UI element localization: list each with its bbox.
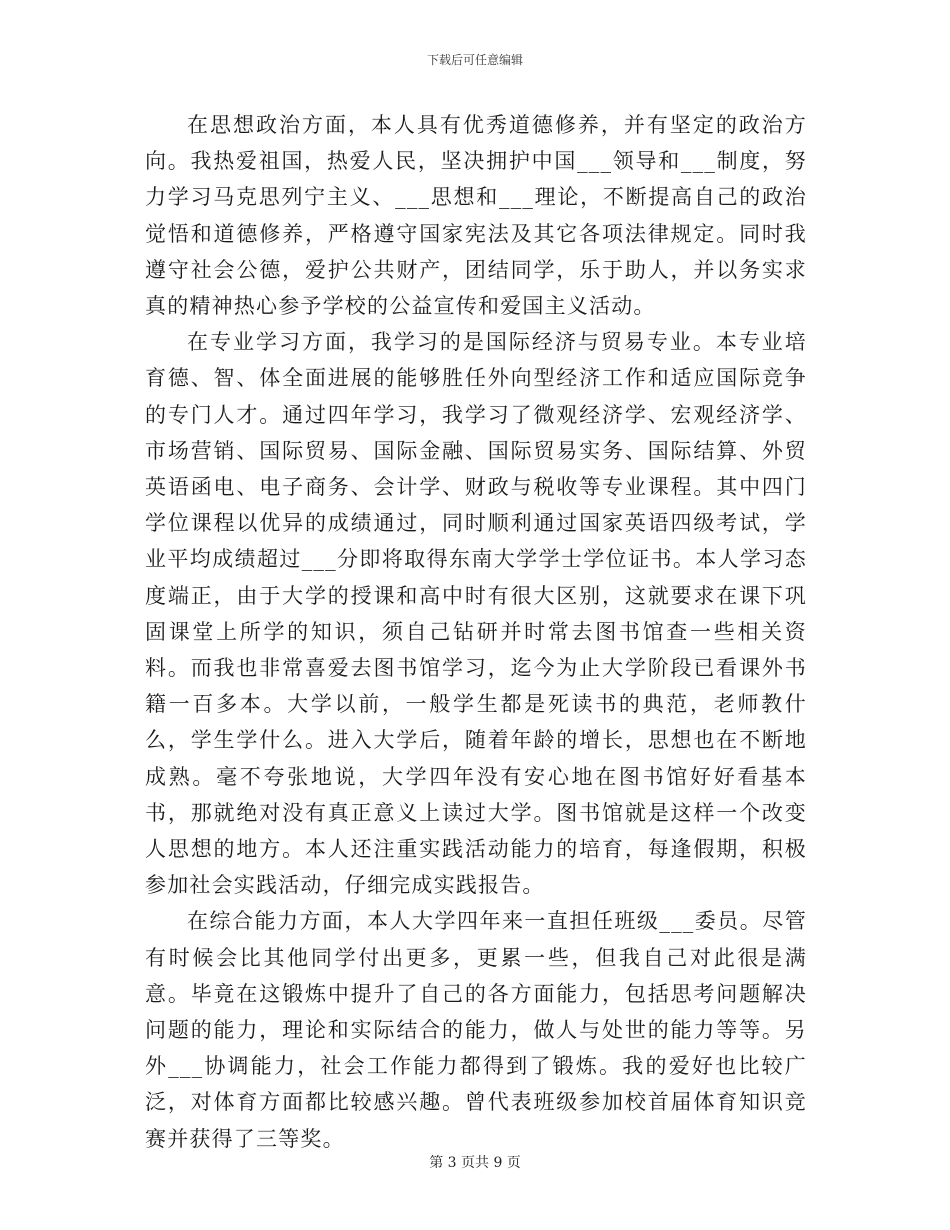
paragraph-study: 在专业学习方面，我学习的是国际经济与贸易专业。本专业培育德、智、体全面进展的能够胜任外向型经济工作和适应国际竞争的专门人才。通过四年学习，我学习了微观经济学、宏观经济学、市场营销、国际贸易、国际金融、国际贸易实务、国际结算、外贸英语函电、电子商务、会计学、财政与税收等专业课程。其中四门学位课程以优异的成绩通过，同时顺利通过国家英语四级考试，学业平均成绩超过___分即将取得东南大学学士学位证书。本人学习态度端正，由于大学的授课和高中时有很大区别，这就要求在课下巩固课堂上所学的知识，须自己钻研并时常去图书馆查一些相关资料。而我也非常喜爱去图书馆学习，迄今为止大学阶段已看课外书籍一百多本。大学以前，一般学生都是死读书的典范，老师教什么，学生学什么。进入大学后，随着年龄的增长，思想也在不断地成熟。毫不夸张地说，大学四年没有安心地在图书馆好好看基本书，那就绝对没有真正意义上读过大学。图书馆就是这样一个改变人思想的地方。本人还注重实践活动能力的培育，每逢假期，积极参加社会实践活动，仔细完成实践报告。 (145, 330, 807, 898)
document-body (145, 107, 807, 1157)
header-note: 下载后可任意编辑 (426, 53, 523, 67)
page-number: 第 3 页共 9 页 (429, 1155, 521, 1171)
paragraph-political: 在思想政治方面，本人具有优秀道德修养，并有坚定的政治方向。我热爱祖国，热爱人民，坚决拥护中国___领导和___制度，努力学习马克思列宁主义、___思想和___理论，不断提高自己的政治觉悟和道德修养，严格遵守国家宪法及其它各项法律规定。同时我遵守社会公德，爱护公共财产，团结同学，乐于助人，并以务实求真的精神热心参予学校的公益宣传和爱国主义活动。 (145, 113, 807, 319)
paragraph-ability: 在综合能力方面，本人大学四年来一直担任班级___委员。尽管有时候会比其他同学付出更多，更累一些，但我自己对此很是满意。毕竟在这锻炼中提升了自己的各方面能力，包括思考问题解决问题的能力，理论和实际结合的能力，做人与处世的能力等等。另外___协调能力，社会工作能力都得到了锻炼。我的爱好也比较广泛，对体育方面都比较感兴趣。曾代表班级参加校首届体育知识竞赛并获得了三等奖。 (145, 909, 807, 1151)
